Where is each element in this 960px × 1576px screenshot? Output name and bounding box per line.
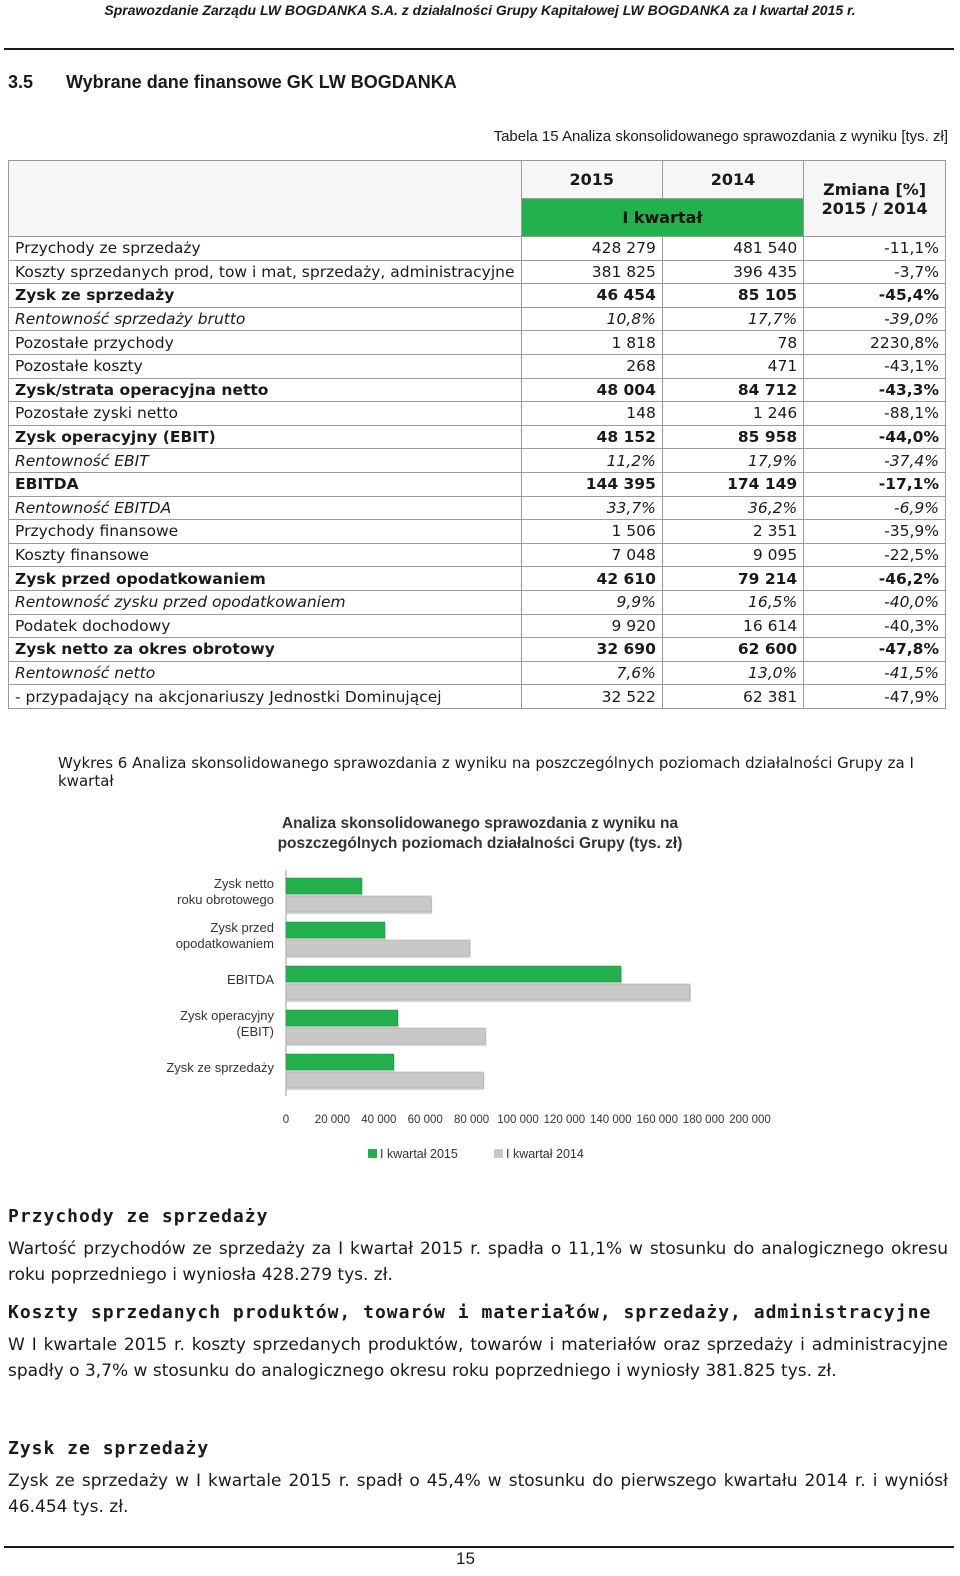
row-change: -3,7% <box>804 260 946 284</box>
row-label: Koszty sprzedanych prod, tow i mat, sprzedaży, administracyjne <box>9 260 522 284</box>
chart-tick-label: 80 000 <box>454 1114 490 1126</box>
paragraph-heading-2: Koszty sprzedanych produktów, towarów i materiałów, sprzedaży, administracyjne <box>8 1302 932 1323</box>
row-value-2015: 148 <box>521 402 662 426</box>
chart-tick-label: 0 <box>282 1114 290 1126</box>
chart-bar <box>286 984 690 1000</box>
row-change: -37,4% <box>804 449 946 473</box>
row-label: Rentowność EBITDA <box>9 496 522 520</box>
row-label: - przypadający na akcjonariuszy Jednostki Dominującej <box>9 685 522 709</box>
row-value-2014: 13,0% <box>662 661 803 685</box>
row-value-2015: 10,8% <box>521 307 662 331</box>
row-value-2014: 471 <box>662 354 803 378</box>
row-value-2015: 11,2% <box>521 449 662 473</box>
row-change: -11,1% <box>804 237 946 261</box>
table-row <box>9 567 946 591</box>
row-value-2015: 381 825 <box>521 260 662 284</box>
paragraph-text-1: Wartość przychodów ze sprzedaży za I kwartał 2015 r. spadła o 11,1% w stosunku do analogicznego okresu roku poprzedniego i wyniosła 428.279 tys. zł. <box>8 1239 948 1285</box>
table-row <box>9 260 946 284</box>
chart-legend-label: I kwartał 2015 <box>380 1147 458 1161</box>
row-label: EBITDA <box>9 472 522 496</box>
chart-legend-swatch <box>368 1149 377 1158</box>
row-value-2014: 62 600 <box>662 638 803 662</box>
row-value-2014: 16,5% <box>662 590 803 614</box>
row-value-2014: 396 435 <box>662 260 803 284</box>
chart-bar <box>286 922 385 938</box>
row-label: Rentowność EBIT <box>9 449 522 473</box>
row-value-2014: 78 <box>662 331 803 355</box>
row-value-2014: 85 105 <box>662 284 803 308</box>
table-row <box>9 614 946 638</box>
table-row <box>9 237 946 261</box>
chart-bar <box>286 1028 485 1044</box>
row-change: -40,0% <box>804 590 946 614</box>
row-change: -6,9% <box>804 496 946 520</box>
table-row <box>9 520 946 544</box>
chart-tick-label: 180 000 <box>682 1114 725 1126</box>
chart-category-label: Zysk operacyjny <box>180 1008 274 1023</box>
table-row <box>9 354 946 378</box>
row-label: Rentowność zysku przed opodatkowaniem <box>9 590 522 614</box>
header-quarter: I kwartał <box>521 199 804 237</box>
row-value-2014: 17,9% <box>662 449 803 473</box>
row-change: -43,3% <box>804 378 946 402</box>
page-number: 15 <box>456 1549 475 1568</box>
row-label: Zysk/strata operacyjna netto <box>9 378 522 402</box>
chart-title-line2: poszczególnych poziomach działalności Grupy (tys. zł) <box>277 835 683 852</box>
header-change <box>804 161 946 237</box>
row-change: -39,0% <box>804 307 946 331</box>
header-change-line2: 2015 / 2014 <box>821 198 928 218</box>
footer-rule <box>4 1546 954 1548</box>
chart-bar <box>286 896 431 912</box>
row-label: Przychody ze sprzedaży <box>9 237 522 261</box>
chart-category-label: Zysk ze sprzedaży <box>166 1060 274 1075</box>
chart-bar <box>286 1054 394 1070</box>
running-header: Sprawozdanie Zarządu LW BOGDANKA S.A. z działalności Grupy Kapitałowej LW BOGDANKA za I kwartał 2015 r. <box>104 2 856 18</box>
row-value-2014: 36,2% <box>662 496 803 520</box>
row-label: Zysk operacyjny (EBIT) <box>9 425 522 449</box>
paragraph-text-2: W I kwartale 2015 r. koszty sprzedanych produktów, towarów i materiałów oraz sprzedaży i administracyjne spadły o 3,7% w stosunku do analogicznego okresu roku poprzedniego i wyniosły 381.825 tys. zł. <box>8 1335 948 1381</box>
chart-legend-label: I kwartał 2014 <box>506 1147 584 1161</box>
table-row <box>9 661 946 685</box>
table-row <box>9 496 946 520</box>
table-row <box>9 402 946 426</box>
row-change: -35,9% <box>804 520 946 544</box>
row-label: Zysk netto za okres obrotowy <box>9 638 522 662</box>
table-row <box>9 472 946 496</box>
row-label: Rentowność sprzedaży brutto <box>9 307 522 331</box>
row-change: -46,2% <box>804 567 946 591</box>
row-change: -17,1% <box>804 472 946 496</box>
row-change: -40,3% <box>804 614 946 638</box>
row-change: -88,1% <box>804 402 946 426</box>
row-change: -43,1% <box>804 354 946 378</box>
row-label: Pozostałe koszty <box>9 354 522 378</box>
chart-bar <box>286 966 621 982</box>
row-label: Podatek dochodowy <box>9 614 522 638</box>
row-value-2015: 32 522 <box>521 685 662 709</box>
row-change: -44,0% <box>804 425 946 449</box>
header-rule <box>4 48 954 50</box>
row-value-2014: 2 351 <box>662 520 803 544</box>
row-value-2014: 9 095 <box>662 543 803 567</box>
table-row <box>9 378 946 402</box>
table-row <box>9 331 946 355</box>
row-value-2015: 42 610 <box>521 567 662 591</box>
section-number: 3.5 <box>8 72 34 92</box>
row-change: -41,5% <box>804 661 946 685</box>
chart-category-label: opodatkowaniem <box>175 936 274 951</box>
chart-bar <box>286 940 470 956</box>
row-value-2015: 48 152 <box>521 425 662 449</box>
row-change: -47,9% <box>804 685 946 709</box>
chart-category-label: (EBIT) <box>236 1024 274 1039</box>
row-value-2014: 79 214 <box>662 567 803 591</box>
chart-tick-label: 60 000 <box>407 1114 443 1126</box>
row-value-2015: 33,7% <box>521 496 662 520</box>
chart-tick-label: 200 000 <box>729 1114 771 1126</box>
row-value-2015: 9 920 <box>521 614 662 638</box>
chart-tick-label: 100 000 <box>497 1114 539 1126</box>
paragraph-heading-1: Przychody ze sprzedaży <box>8 1206 269 1227</box>
table-row <box>9 543 946 567</box>
chart-category-label: Zysk netto <box>214 876 274 891</box>
row-value-2014: 481 540 <box>662 237 803 261</box>
chart-category-label: EBITDA <box>227 972 274 987</box>
row-value-2015: 268 <box>521 354 662 378</box>
chart-bar <box>286 1072 483 1088</box>
row-value-2014: 85 958 <box>662 425 803 449</box>
row-value-2014: 84 712 <box>662 378 803 402</box>
row-value-2015: 1 506 <box>521 520 662 544</box>
paragraph-heading-3: Zysk ze sprzedaży <box>8 1438 210 1459</box>
chart-tick-label: 160 000 <box>636 1114 678 1126</box>
row-change: 2230,8% <box>804 331 946 355</box>
row-value-2014: 17,7% <box>662 307 803 331</box>
row-label: Koszty finansowe <box>9 543 522 567</box>
bar-chart <box>150 808 810 1164</box>
row-change: -22,5% <box>804 543 946 567</box>
chart-bar <box>286 1010 398 1026</box>
row-value-2015: 428 279 <box>521 237 662 261</box>
table-row <box>9 638 946 662</box>
row-value-2014: 62 381 <box>662 685 803 709</box>
table-row <box>9 425 946 449</box>
row-value-2015: 144 395 <box>521 472 662 496</box>
table-caption: Tabela 15 Analiza skonsolidowanego sprawozdania z wyniku [tys. zł] <box>493 128 948 145</box>
row-value-2015: 7 048 <box>521 543 662 567</box>
table-body <box>9 237 946 709</box>
chart-title-line1: Analiza skonsolidowanego sprawozdania z wyniku na <box>281 815 679 832</box>
row-label: Przychody finansowe <box>9 520 522 544</box>
table-row <box>9 685 946 709</box>
table-row <box>9 449 946 473</box>
chart-tick-label: 140 000 <box>590 1114 632 1126</box>
table-row <box>9 284 946 308</box>
chart-tick-label: 20 000 <box>314 1114 350 1126</box>
financial-table <box>8 160 946 709</box>
row-label: Zysk ze sprzedaży <box>9 284 522 308</box>
chart-category-label: roku obrotowego <box>177 892 274 907</box>
section-heading <box>8 72 457 93</box>
row-value-2015: 32 690 <box>521 638 662 662</box>
row-value-2015: 46 454 <box>521 284 662 308</box>
row-label: Rentowność netto <box>9 661 522 685</box>
paragraph-text-3: Zysk ze sprzedaży w I kwartale 2015 r. spadł o 45,4% w stosunku do pierwszego kwartału 2014 r. i wyniósł 46.454 tys. zł. <box>8 1471 948 1517</box>
row-value-2014: 1 246 <box>662 402 803 426</box>
header-year-2014: 2014 <box>662 161 803 199</box>
row-value-2014: 16 614 <box>662 614 803 638</box>
header-blank-cell <box>9 161 522 237</box>
table-row <box>9 590 946 614</box>
section-title: Wybrane dane finansowe GK LW BOGDANKA <box>66 72 457 92</box>
row-value-2015: 1 818 <box>521 331 662 355</box>
chart-category-label: Zysk przed <box>210 920 274 935</box>
chart-caption: Wykres 6 Analiza skonsolidowanego sprawozdania z wyniku na poszczególnych poziomach działalności Grupy za I kwartał <box>58 754 914 790</box>
row-change: -47,8% <box>804 638 946 662</box>
chart-tick-label: 120 000 <box>543 1114 586 1126</box>
row-label: Pozostałe przychody <box>9 331 522 355</box>
chart-bar <box>286 878 362 894</box>
chart-tick-label: 40 000 <box>361 1114 397 1126</box>
row-value-2014: 174 149 <box>662 472 803 496</box>
header-year-2015: 2015 <box>521 161 662 199</box>
row-change: -45,4% <box>804 284 946 308</box>
row-value-2015: 48 004 <box>521 378 662 402</box>
row-value-2015: 9,9% <box>521 590 662 614</box>
table-row <box>9 307 946 331</box>
header-change-line1: Zmiana [%] <box>823 179 927 199</box>
row-value-2015: 7,6% <box>521 661 662 685</box>
chart-legend-swatch <box>494 1149 503 1158</box>
chart-svg <box>150 808 810 1164</box>
row-label: Zysk przed opodatkowaniem <box>9 567 522 591</box>
row-label: Pozostałe zyski netto <box>9 402 522 426</box>
